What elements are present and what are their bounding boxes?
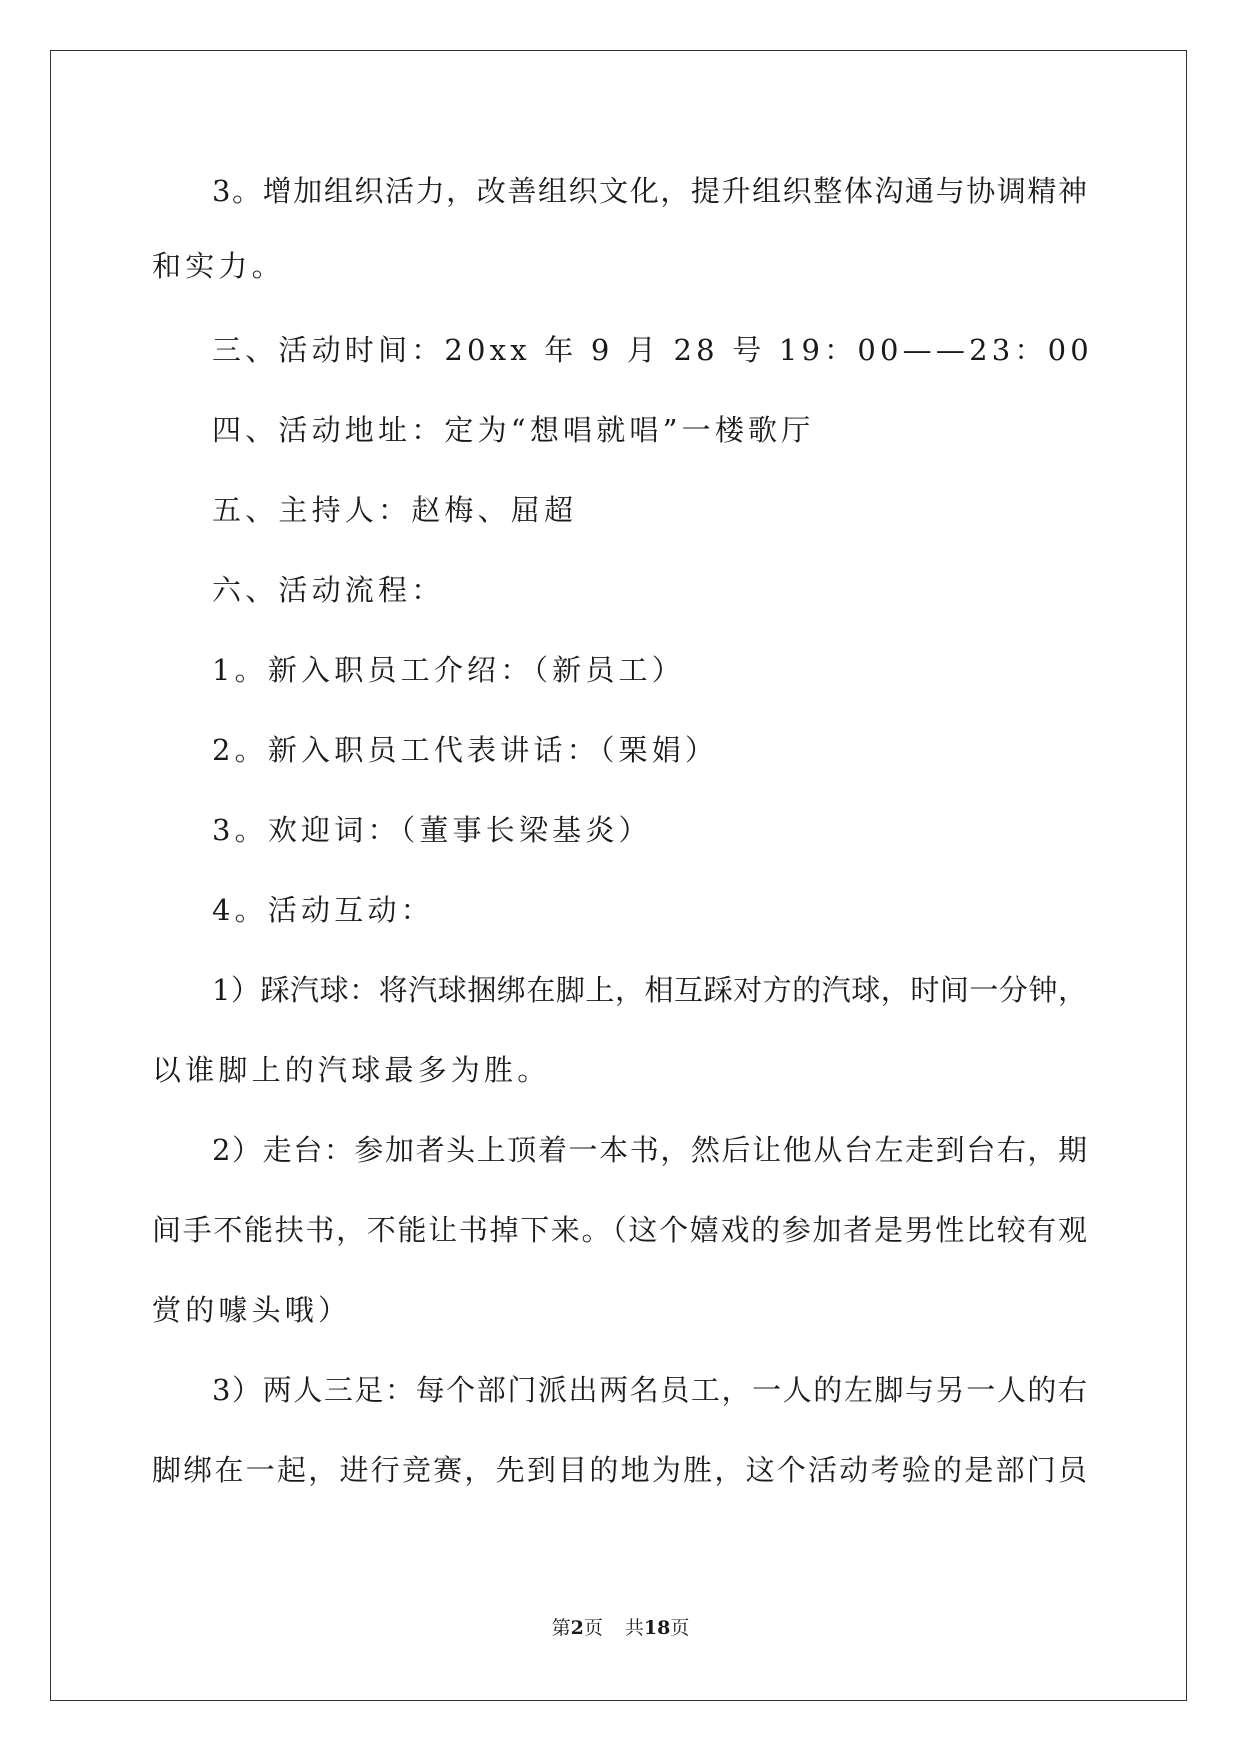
body-text-line: 赏的噱头哦） bbox=[152, 1293, 352, 1327]
body-text-line: 2。新入职员工代表讲话：（栗娟） bbox=[212, 733, 719, 767]
body-text-line: 和实力。 bbox=[152, 249, 285, 283]
body-text-line: 四、活动地址：定为“想唱就唱”一楼歌厅 bbox=[212, 413, 815, 447]
body-text-line: 三、活动时间：20xx 年 9 月 28 号 19：00——23：00 bbox=[212, 333, 1093, 367]
footer-page-current: 2 bbox=[570, 1617, 584, 1639]
body-text-line: 脚绑在一起，进行竞赛，先到目的地为胜，这个活动考验的是部门员 bbox=[152, 1453, 1087, 1487]
body-text-line: 4。活动互动： bbox=[212, 893, 434, 927]
body-text-line: 3）两人三足：每个部门派出两名员工，一人的左脚与另一人的右 bbox=[212, 1373, 1087, 1407]
footer-page-total: 18 bbox=[643, 1617, 671, 1639]
body-text-line: 五、主持人：赵梅、屈超 bbox=[212, 493, 578, 527]
body-text-line: 3。欢迎词：（董事长梁基炎） bbox=[212, 813, 652, 847]
body-text-line: 以谁脚上的汽球最多为胜。 bbox=[152, 1053, 551, 1087]
body-text-line: 2）走台：参加者头上顶着一本书，然后让他从台左走到台右，期 bbox=[212, 1133, 1087, 1167]
page-footer bbox=[0, 1616, 1241, 1640]
body-text-line: 六、活动流程： bbox=[212, 573, 445, 607]
footer-total-prefix: 共 bbox=[624, 1617, 644, 1639]
body-text-line: 间手不能扶书，不能让书掉下来。（这个嬉戏的参加者是男性比较有观 bbox=[152, 1213, 1087, 1247]
footer-page-unit: 页 bbox=[583, 1617, 603, 1639]
footer-page-prefix: 第 bbox=[551, 1617, 571, 1639]
body-text-line: 1。新入职员工介绍：（新员工） bbox=[212, 653, 685, 687]
body-text-line: 1）踩汽球：将汽球捆绑在脚上，相互踩对方的汽球，时间一分钟， bbox=[212, 973, 1087, 1007]
footer-total-unit: 页 bbox=[670, 1617, 690, 1639]
body-text-line: 3。增加组织活力，改善组织文化，提升组织整体沟通与协调精神 bbox=[212, 174, 1087, 208]
